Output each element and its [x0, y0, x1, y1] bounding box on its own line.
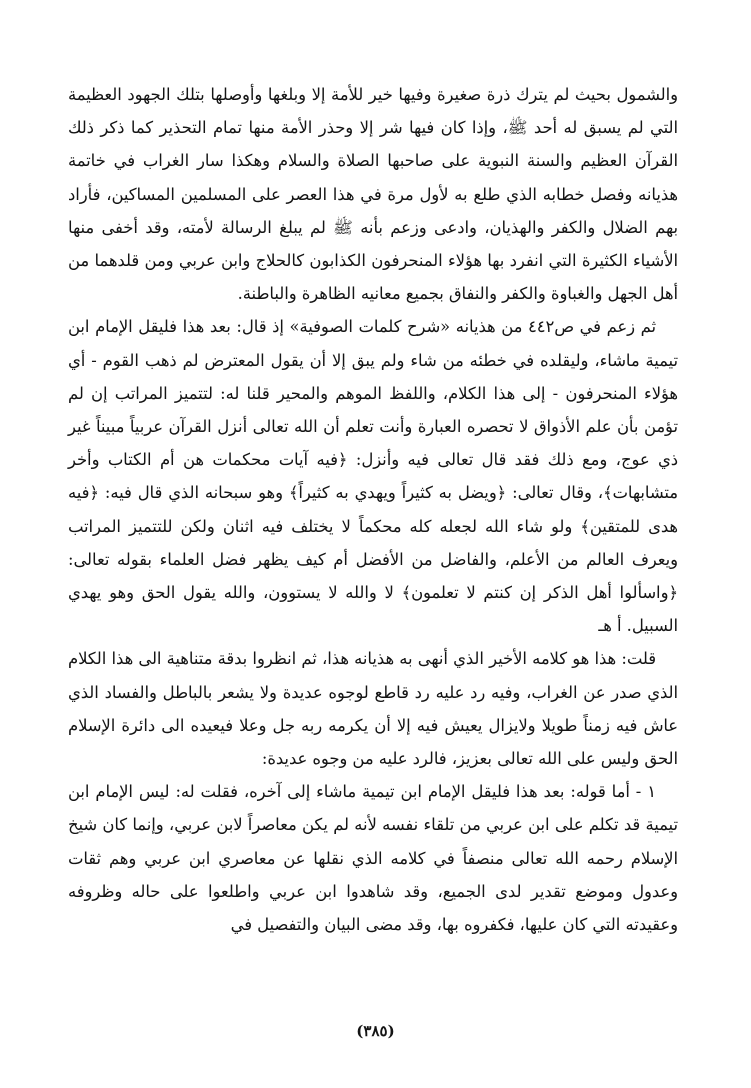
- paragraph-1: والشمول بحيث لم يترك ذرة صغيرة وفيها خير للأمة إلا وبلغها وأوصلها بتلك الجهود العظيمة التي لم يسبق له أحد ﷺ، وإذا كان فيها شر إلا وحذر الأمة منها تمام التحذير كما ذكر ذلك القرآن العظيم والسنة النبوية على صاحبها الصلاة والسلام وهكذا سار الغراب في خاتمة هذيانه وفصل خطابه الذي طلع به لأول مرة في هذا العصر على المسلمين المساكين، فأراد بهم الضلال والكفر والهذيان، وادعى وزعم بأنه ﷺ لم يبلغ الرسالة لأمته، وقد أخفى منها الأشياء الكثيرة التي انفرد بها هؤلاء المنحرفون الكذابون كالحلاج وابن عربي ومن قلدهما من أهل الجهل والغباوة والكفر والنفاق بجميع معانيه الظاهرة والباطنة.: [68, 85, 678, 304]
- paragraph-3: قلت: هذا هو كلامه الأخير الذي أنهى به هذيانه هذا، ثم انظروا بدقة متناهية الى هذا الكلام الذي صدر عن الغراب، وفيه رد عليه رد قاطع لوجوه عديدة ولا يشعر بالباطل والفساد الذي عاش فيه زمناً طويلا ولايزال يعيش فيه إلا أن يكرمه ربه جل وعلا فيعيده الى دائرة الإسلام الحق وليس على الله تعالى بعزيز، فالرد عليه من وجوه عديدة:: [68, 649, 678, 769]
- paragraph-4: ١ - أما قوله: بعد هذا فليقل الإمام ابن تيمية ماشاء إلى آخره، فقلت له: ليس الإمام ابن تيمية قد تكلم على ابن عربي من تلقاء نفسه لأنه لم يكن معاصراً لابن عربي، وإنما كان شيخ الإسلام رحمه الله تعالى منصفاً في كلامه الذي نقلها عن معاصري ابن عربي وهم ثقات وعدول وموضع تقدير لدى الجميع، وقد شاهدوا ابن عربي واطلعوا على حاله وظروفه وعقيدته التي كان عليها، فكفروه بها، وقد مضى البيان والتفصيل في: [68, 782, 678, 935]
- body-text: [68, 78, 678, 941]
- paragraph-2: ثم زعم في ص٤٤٢ من هذيانه «شرح كلمات الصوفية» إذ قال: بعد هذا فليقل الإمام ابن تيمية ماشاء، وليقلده في خطئه من شاء ولم يبق إلا أن يقول المعترض لم ذهب القوم - أي هؤلاء المنحرفون - إلى هذا الكلام، واللفظ الموهم والمحير قلنا له: لتتميز المراتب إن لم تؤمن بأن علم الأذواق لا تحصره العبارة وأنت تعلم أن الله تعالى أنزل القرآن عربياً مبيناً غير ذي عوج، ومع ذلك فقد قال تعالى فيه وأنزل: ﴿فيه آيات محكمات هن أم الكتاب وأخر متشابهات﴾، وقال تعالى: ﴿ويضل به كثيراً ويهدي به كثيراً﴾ وهو سبحانه الذي قال فيه: ﴿فيه هدى للمتقين﴾ ولو شاء الله لجعله كله محكماً لا يختلف فيه اثنان ولكن للتتميز المراتب ويعرف العالم من الأعلم، والفاضل من الأفضل أم كيف يظهر فضل العلماء بقوله تعالى: ﴿واسألوا أهل الذكر إن كنتم لا تعلمون﴾ لا والله لا يستوون، والله يقول الحق وهو يهدي السبيل. أ هـ: [68, 317, 678, 636]
- page-number: (٣٨٥): [356, 1022, 395, 1040]
